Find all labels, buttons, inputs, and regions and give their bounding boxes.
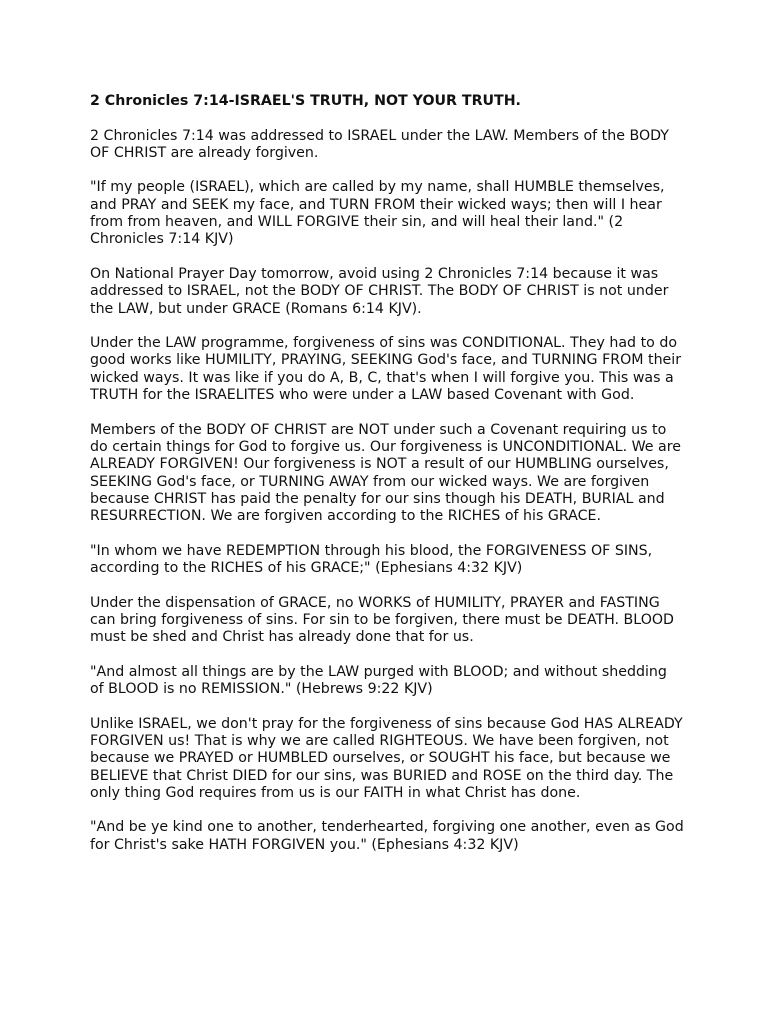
paragraph-3: On National Prayer Day tomorrow, avoid using 2 Chronicles 7:14 because it was addressed to ISRAEL, not the BODY OF CHRIST. The BODY OF CHRIST is not under the LAW, but under GRACE (Romans 6:14 KJV). bbox=[90, 265, 669, 317]
paragraph-4: Under the LAW programme, forgiveness of sins was CONDITIONAL. They had to do good works like HUMILITY, PRAYING, SEEKING God's face, and TURNING FROM their wicked ways. It was like if you do A, B, C, that's when I will forgive you. This was a TRUTH for the ISRAELITES who were under a LAW based Covenant with God. bbox=[90, 335, 682, 404]
paragraph-10: "And be ye kind one to another, tenderhearted, forgiving one another, even as God for Christ's sake HATH FORGIVEN you." (Ephesians 4:32 KJV) bbox=[90, 819, 684, 853]
document-title: 2 Chronicles 7:14-ISRAEL'S TRUTH, NOT YOUR TRUTH. bbox=[90, 93, 521, 109]
document-page bbox=[90, 93, 684, 854]
paragraph-8: "And almost all things are by the LAW purged with BLOOD; and without shedding of BLOOD is no REMISSION." (Hebrews 9:22 KJV) bbox=[90, 663, 667, 698]
paragraph-1: 2 Chronicles 7:14 was addressed to ISRAEL under the LAW. Members of the BODY OF CHRIST are already forgiven. bbox=[90, 127, 669, 161]
paragraph-2: "If my people (ISRAEL), which are called by my name, shall HUMBLE themselves, and PRAY and SEEK my face, and TURN FROM their wicked ways; then will I hear from from heaven, and WILL FORGIVE their sin, and will heal their land." (2 Chronicles 7:14 KJV) bbox=[90, 179, 665, 248]
paragraph-7: Under the dispensation of GRACE, no WORKS of HUMILITY, PRAYER and FASTING can bring forgiveness of sins. For sin to be forgiven, there must be DEATH. BLOOD must be shed and Christ has already done that for us. bbox=[90, 594, 674, 646]
paragraph-6: "In whom we have REDEMPTION through his blood, the FORGIVENESS OF SINS, according to the RICHES of his GRACE;" (Ephesians 4:32 KJV) bbox=[90, 542, 653, 577]
paragraph-9: Unlike ISRAEL, we don't pray for the forgiveness of sins because God HAS ALREADY FORGIVEN us! That is why we are called RIGHTEOUS. We have been forgiven, not because we PRAYED or HUMBLED ourselves, or SOUGHT his face, but because we BELIEVE that Christ DIED for our sins, was BURIED and ROSE on the third day. The only thing God requires from us is our FAITH in what Christ has done. bbox=[90, 715, 683, 801]
paragraph-5: Members of the BODY OF CHRIST are NOT under such a Covenant requiring us to do certain things for God to forgive us. Our forgiveness is UNCONDITIONAL. We are ALREADY FORGIVEN! Our forgiveness is NOT a result of our HUMBLING ourselves, SEEKING God's face, or TURNING AWAY from our wicked ways. We are forgiven because CHRIST has paid the penalty for our sins though his DEATH, BURIAL and RESURRECTION. We are forgiven according to the RICHES of his GRACE. bbox=[90, 421, 681, 525]
